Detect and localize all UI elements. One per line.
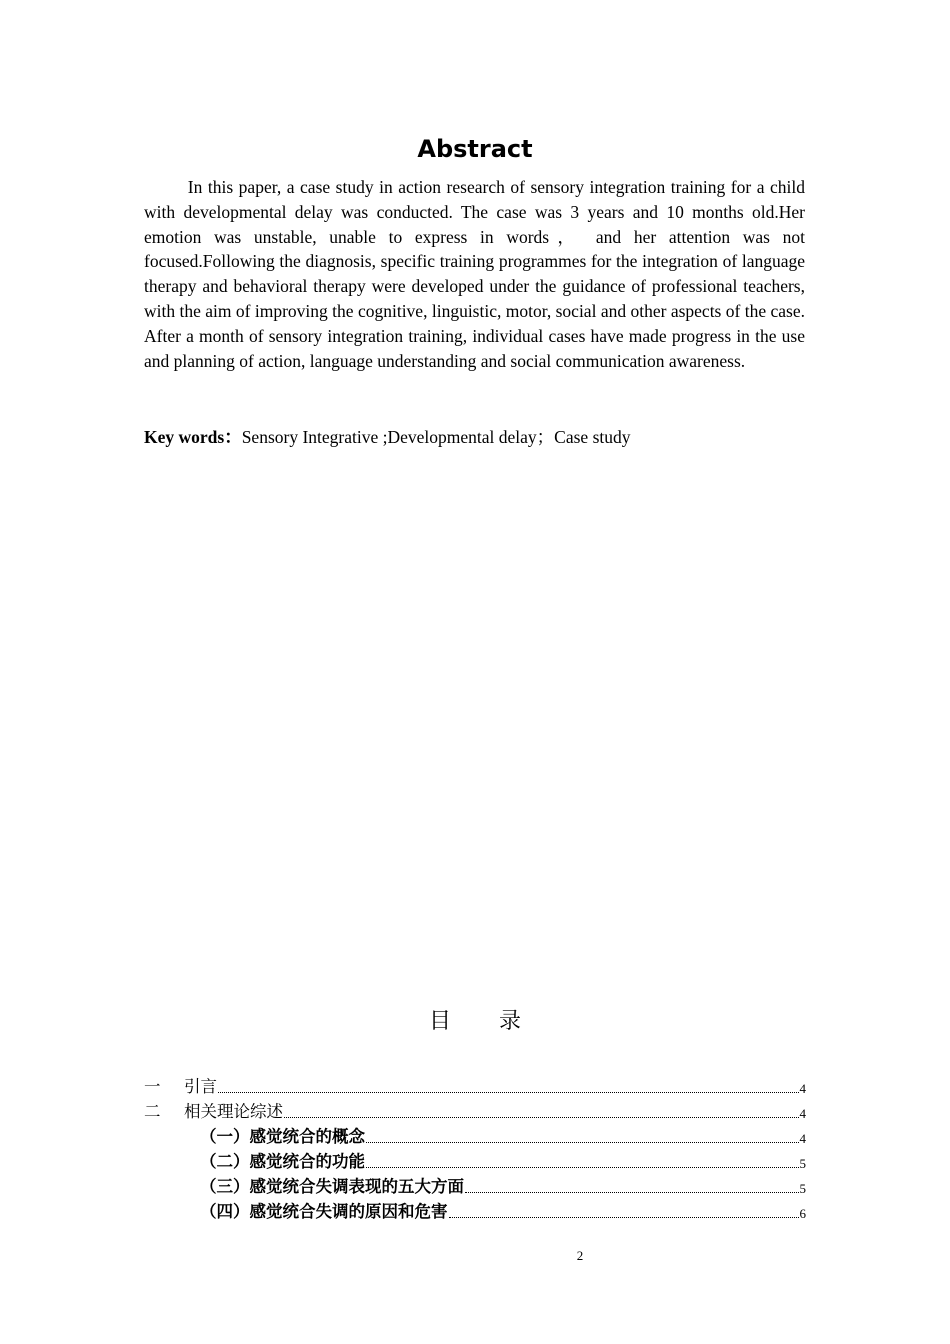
toc-title-left: 目 [428,1009,451,1034]
toc-leader-dots [218,1091,799,1093]
abstract-title: Abstract [417,135,533,163]
toc-entry-number: 一 [144,1077,161,1096]
abstract-body: In this paper, a case study in action research of sensory integration training for a child with developmental delay was conducted. The case was 3 years and 10 months old.Her emotion was unstable, unable to express in words， and her attention was not focused.Following the diagnosis, specific training programmes for the integration of language therapy and behavioral therapy were developed under the guidance of professional teachers, with the aim of improving the cognitive, linguistic, motor, social and other aspects of the case. After a month of sensory integration training, individual cases have made progress in the use and planning of action, language understanding and social communication awareness. [144,177,805,371]
page-number: 2 [576,1248,584,1263]
toc-entry-page: 6 [799,1206,806,1221]
toc-entry[interactable] [144,1197,806,1222]
toc-entry-label: （一）感觉统合的概念 [200,1127,365,1146]
toc-leader-dots [284,1116,799,1118]
toc-title-right: 录 [499,1009,522,1034]
toc-entry[interactable] [144,1172,806,1197]
toc-entry[interactable] [144,1147,806,1172]
toc-entry[interactable] [144,1072,806,1097]
toc-entry-page: 4 [799,1081,806,1096]
keywords [144,425,805,449]
toc-entry-label: 引言 [184,1077,217,1096]
toc-title [0,1007,950,1037]
toc-entry-number: 二 [144,1102,161,1121]
toc-leader-dots [366,1141,799,1143]
toc-entry-label: （三）感觉统合失调表现的五大方面 [200,1177,464,1196]
toc-entry-label: （四）感觉统合失调的原因和危害 [200,1202,448,1221]
toc-list [144,1072,806,1222]
toc-entry-page: 5 [799,1181,806,1196]
toc-entry[interactable] [144,1122,806,1147]
toc-leader-dots [465,1191,799,1193]
toc-entry[interactable] [144,1097,806,1122]
toc-entry-page: 5 [799,1156,806,1171]
toc-entry-page: 4 [799,1131,806,1146]
toc-entry-label: 相关理论综述 [184,1102,283,1121]
toc-entry-page: 4 [799,1106,806,1121]
keywords-text: Sensory Integrative ;Developmental delay；Case study [241,427,631,447]
toc-leader-dots [449,1216,799,1218]
keywords-label: Key words： [144,427,242,447]
toc-leader-dots [366,1166,799,1168]
toc-entry-label: （二）感觉统合的功能 [200,1152,365,1171]
